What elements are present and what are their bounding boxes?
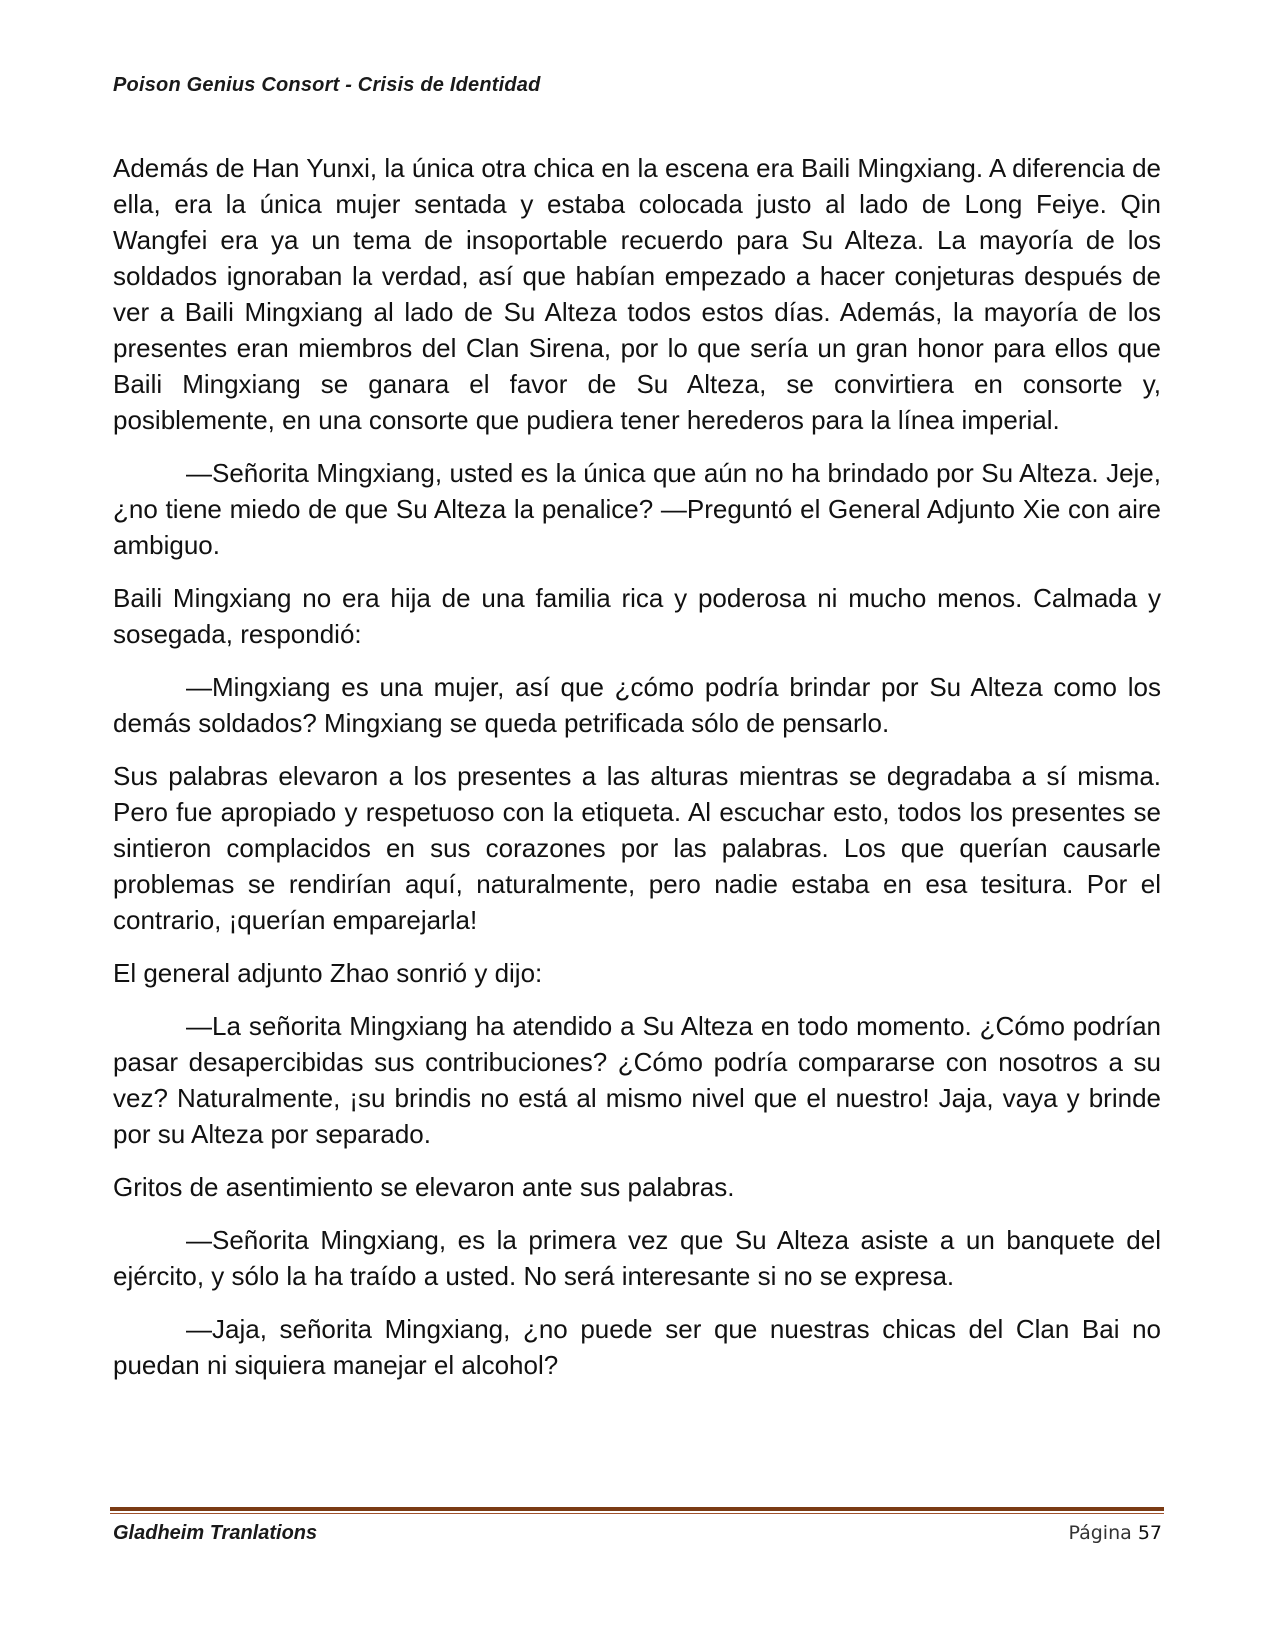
- paragraph: Sus palabras elevaron a los presentes a las alturas mientras se degradaba a sí misma. Pero fue apropiado y respetuoso con la etiqueta. Al escuchar esto, todos los presentes se sintieron complacidos en sus corazones por las palabras. Los que querían causarle problemas se rendirían aquí, naturalmente, pero nadie estaba en esa tesitura. Por el contrario, ¡querían emparejarla!: [113, 761, 1161, 935]
- footer-divider-thin: [110, 1513, 1164, 1514]
- page-number-value: 57: [1137, 1522, 1162, 1544]
- paragraph: El general adjunto Zhao sonrió y dijo:: [113, 958, 543, 988]
- paragraph: —La señorita Mingxiang ha atendido a Su Alteza en todo momento. ¿Cómo podrían pasar desapercibidas sus contribuciones? ¿Cómo podría compararse con nosotros a su vez? Naturalmente, ¡su brindis no está al mismo nivel que el nuestro! Jaja, vaya y brinde por su Alteza por separado.: [113, 1011, 1161, 1149]
- paragraph: Gritos de asentimiento se elevaron ante sus palabras.: [113, 1172, 735, 1202]
- paragraph: —Señorita Mingxiang, usted es la única que aún no ha brindado por Su Alteza. Jeje, ¿no tiene miedo de que Su Alteza la penalice? —Preguntó el General Adjunto Xie con aire ambiguo.: [113, 458, 1161, 560]
- paragraph: Baili Mingxiang no era hija de una familia rica y poderosa ni mucho menos. Calmada y sosegada, respondió:: [113, 583, 1161, 649]
- paragraph: —Señorita Mingxiang, es la primera vez que Su Alteza asiste a un banquete del ejército, y sólo la ha traído a usted. No será interesante si no se expresa.: [113, 1225, 1161, 1291]
- body-text: [113, 150, 1161, 1400]
- paragraph: —Jaja, señorita Mingxiang, ¿no puede ser que nuestras chicas del Clan Bai no puedan ni siquiera manejar el alcohol?: [113, 1314, 1161, 1380]
- footer-divider: [110, 1507, 1164, 1511]
- page-number: [1068, 1522, 1162, 1544]
- paragraph: —Mingxiang es una mujer, así que ¿cómo podría brindar por Su Alteza como los demás soldados? Mingxiang se queda petrificada sólo de pensarlo.: [113, 672, 1161, 738]
- paragraph: Además de Han Yunxi, la única otra chica en la escena era Baili Mingxiang. A diferencia de ella, era la única mujer sentada y estaba colocada justo al lado de Long Feiye. Qin Wangfei era ya un tema de insoportable recuerdo para Su Alteza. La mayoría de los soldados ignoraban la verdad, así que habían empezado a hacer conjeturas después de ver a Baili Mingxiang al lado de Su Alteza todos estos días. Además, la mayoría de los presentes eran miembros del Clan Sirena, por lo que sería un gran honor para ellos que Baili Mingxiang se ganara el favor de Su Alteza, se convirtiera en consorte y, posiblemente, en una consorte que pudiera tener herederos para la línea imperial.: [113, 153, 1161, 435]
- page-label: Página: [1068, 1522, 1132, 1544]
- footer-credit: Gladheim Tranlations: [113, 1522, 318, 1544]
- header-title: Poison Genius Consort - Crisis de Identidad: [113, 74, 541, 96]
